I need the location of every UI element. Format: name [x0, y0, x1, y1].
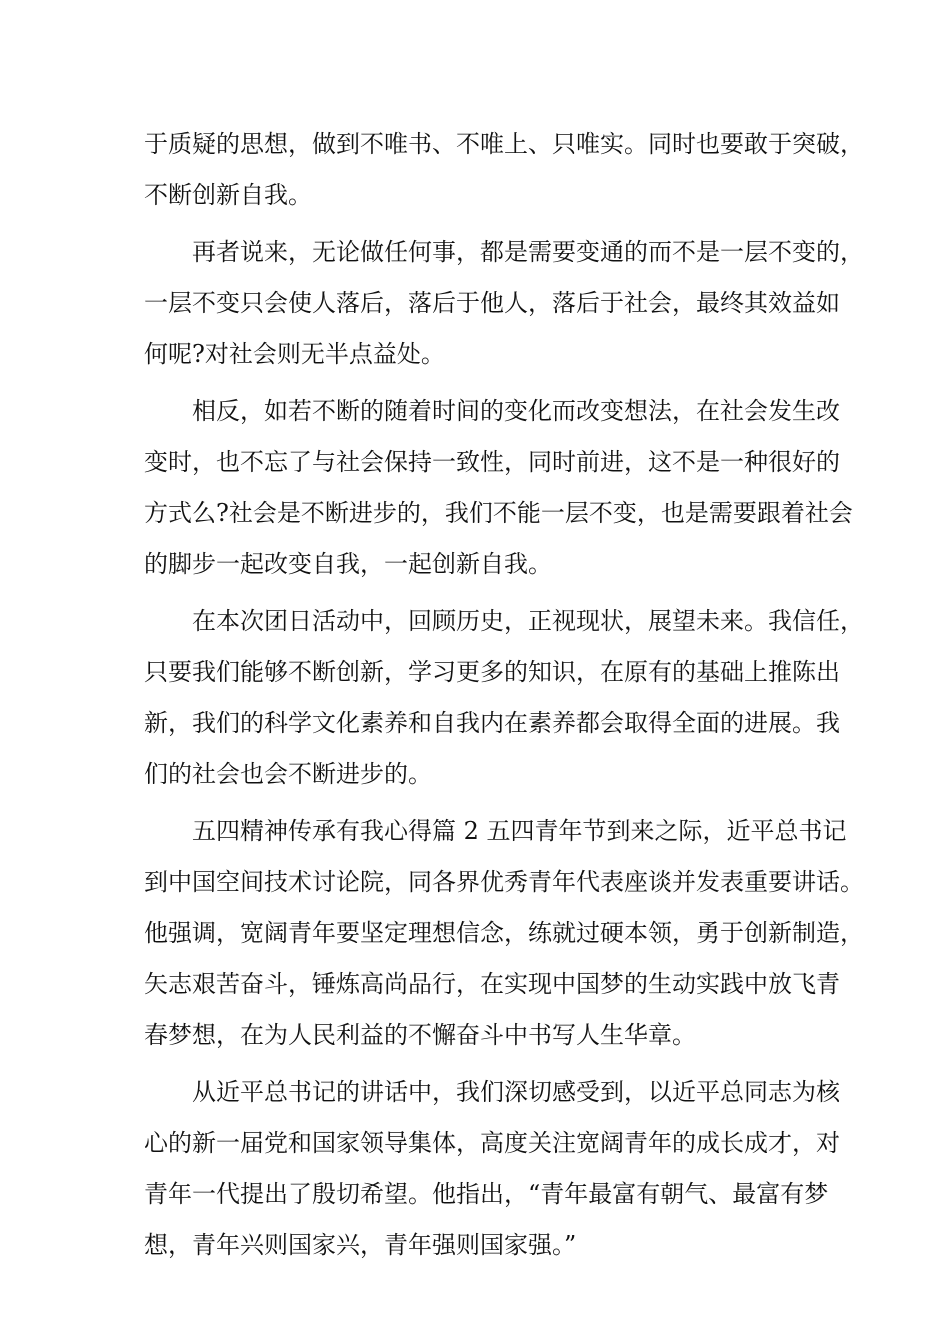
text-line: 何呢?对社会则无半点益处。: [144, 340, 445, 368]
text-line: 们的社会也会不断进步的。: [144, 760, 432, 788]
text-line: 想，青年兴则国家兴，青年强则国家强。”: [144, 1231, 577, 1259]
text-line: 于质疑的思想，做到不唯书、不唯上、只唯实。同时也要敢于突破，: [144, 130, 864, 158]
text-line: 青年一代提出了殷切希望。他指出，“青年最富有朝气、最富有梦: [144, 1180, 829, 1208]
text-line: 新，我们的科学文化素养和自我内在素养都会取得全面的进展。我: [144, 709, 840, 737]
text-line: 到中国空间技术讨论院，同各界优秀青年代表座谈并发表重要讲话。: [144, 868, 864, 896]
text-line: 一层不变只会使人落后，落后于他人，落后于社会，最终其效益如: [144, 289, 840, 317]
text-line: 的脚步一起改变自我，一起创新自我。: [144, 550, 552, 578]
text-line: 只要我们能够不断创新，学习更多的知识，在原有的基础上推陈出: [144, 658, 840, 686]
text-line: 春梦想，在为人民利益的不懈奋斗中书写人生华章。: [144, 1021, 696, 1049]
paragraph-first-line: 在本次团日活动中，回顾历史，正视现状，展望未来。我信任，: [192, 607, 864, 635]
paragraph-first-line: 五四精神传承有我心得篇 2 五四青年节到来之际，近平总书记: [192, 817, 847, 845]
text-line: 变时，也不忘了与社会保持一致性，同时前进，这不是一种很好的: [144, 448, 840, 476]
text-line: 他强调，宽阔青年要坚定理想信念，练就过硬本领，勇于创新制造，: [144, 919, 864, 947]
text-line: 矢志艰苦奋斗，锤炼高尚品行，在实现中国梦的生动实践中放飞青: [144, 970, 840, 998]
paragraph-first-line: 再者说来，无论做任何事，都是需要变通的而不是一层不变的，: [192, 238, 864, 266]
paragraph-first-line: 相反，如若不断的随着时间的变化而改变想法，在社会发生改: [192, 397, 840, 425]
paragraph-first-line: 从近平总书记的讲话中，我们深切感受到，以近平总同志为核: [192, 1078, 840, 1106]
text-line: 方式么?社会是不断进步的，我们不能一层不变，也是需要跟着社会: [144, 499, 853, 527]
text-line: 不断创新自我。: [144, 181, 312, 209]
text-line: 心的新一届党和国家领导集体，高度关注宽阔青年的成长成才，对: [144, 1129, 840, 1157]
